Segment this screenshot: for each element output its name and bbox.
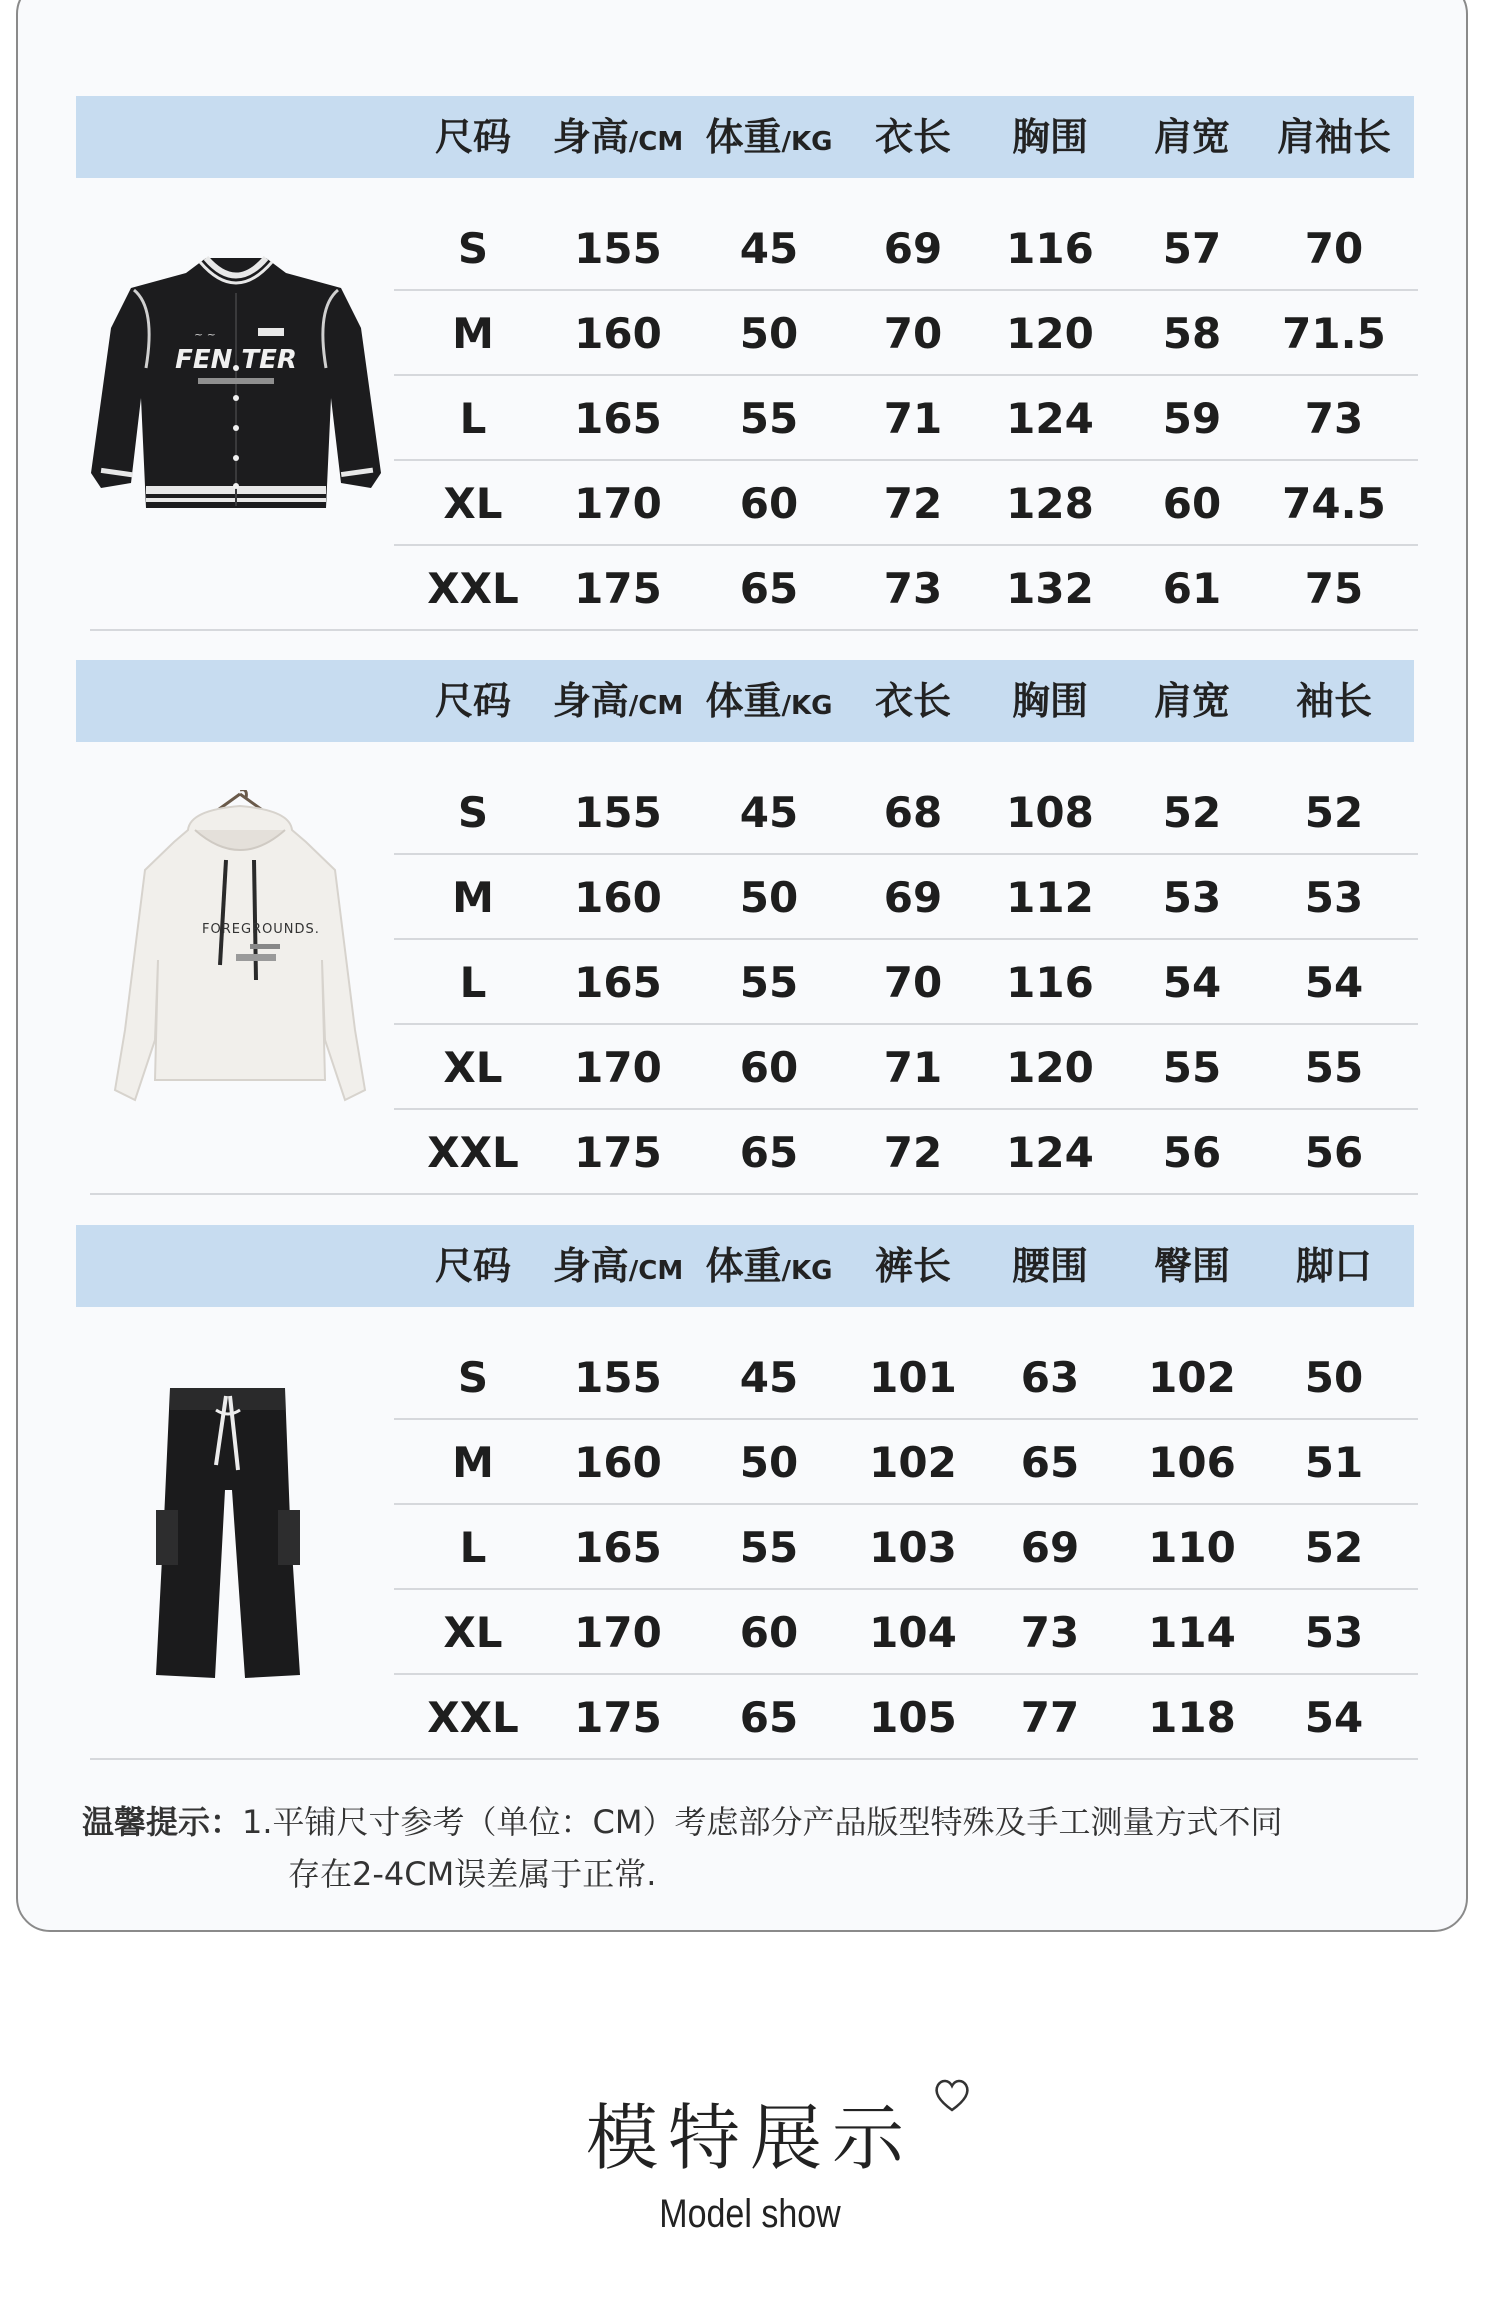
table-cell: 112: [1006, 873, 1094, 922]
column-header-label: 身高: [552, 115, 629, 159]
column-header: [553, 660, 683, 742]
column-header: [1154, 96, 1230, 178]
column-header-label: 体重: [705, 115, 782, 159]
table-cell: 54: [1304, 958, 1364, 1007]
table-cell: 60: [739, 1608, 799, 1657]
table-cell: 102: [869, 1438, 957, 1487]
table-cell: 59: [1162, 394, 1222, 443]
size-label-cell: L: [459, 394, 487, 443]
note-label: 温馨提示：: [82, 1803, 243, 1841]
table-cell: 55: [1162, 1043, 1222, 1092]
table-cell: 60: [739, 479, 799, 528]
column-header-label: 裤长: [874, 1244, 952, 1288]
table-cell: 73: [1020, 1608, 1080, 1657]
jacket-image: [86, 248, 386, 548]
table-cell: 53: [1304, 873, 1364, 922]
column-header: [706, 1225, 833, 1307]
table-cell: 60: [1162, 479, 1222, 528]
table-cell: 175: [574, 1128, 662, 1177]
table-cell: 75: [1304, 564, 1364, 613]
column-header-label: 肩袖长: [1276, 115, 1392, 159]
table-cell: 160: [574, 1438, 662, 1487]
size-label-cell: L: [459, 958, 487, 1007]
table-cell: 170: [574, 479, 662, 528]
table-cell: 50: [739, 873, 799, 922]
table-cell: 45: [739, 1353, 799, 1402]
size-label-cell: L: [459, 1523, 487, 1572]
column-header-unit: /CM: [628, 691, 684, 721]
table-cell: 73: [1304, 394, 1364, 443]
column-header: [875, 660, 951, 742]
table-cell: 52: [1304, 788, 1364, 837]
size-label-cell: M: [452, 309, 494, 358]
table-cell: 57: [1162, 224, 1222, 273]
size-label-cell: S: [457, 224, 489, 273]
column-header-label: 肩宽: [1153, 679, 1231, 723]
table-cell: 65: [739, 1128, 799, 1177]
table-cell: 72: [883, 1128, 943, 1177]
table-cell: 155: [574, 788, 662, 837]
table-cell: 58: [1162, 309, 1222, 358]
model-show-title: 模特展示: [585, 2096, 914, 2180]
table-cell: 155: [574, 1353, 662, 1402]
table-cell: 69: [1020, 1523, 1080, 1572]
table-cell: 105: [869, 1693, 957, 1742]
table-cell: 55: [739, 394, 799, 443]
column-header: [553, 1225, 683, 1307]
column-header-label: 脚口: [1295, 1244, 1373, 1288]
table-cell: 165: [574, 1523, 662, 1572]
table-cell: 50: [739, 1438, 799, 1487]
table-cell: 69: [883, 873, 943, 922]
table-cell: 170: [574, 1043, 662, 1092]
column-header-label: 胸围: [1011, 679, 1089, 723]
row-divider: [90, 1193, 1418, 1195]
table-cell: 53: [1304, 1608, 1364, 1657]
size-label-cell: XL: [443, 1043, 503, 1092]
table-cell: 69: [883, 224, 943, 273]
table-cell: 52: [1162, 788, 1222, 837]
size-label-cell: XL: [443, 1608, 503, 1657]
table-cell: 116: [1006, 224, 1094, 273]
table-cell: 51: [1304, 1438, 1364, 1487]
column-header: [706, 96, 833, 178]
size-note: [82, 1796, 1432, 1900]
table-cell: 70: [883, 958, 943, 1007]
table-cell: 65: [739, 1693, 799, 1742]
column-header-unit: /KG: [781, 127, 833, 157]
table-cell: 63: [1020, 1353, 1080, 1402]
table-cell: 68: [883, 788, 943, 837]
size-label-cell: XXL: [427, 564, 519, 613]
row-divider: [90, 629, 1418, 631]
table-cell: 108: [1006, 788, 1094, 837]
table-cell: 50: [1304, 1353, 1364, 1402]
table-cell: 101: [869, 1353, 957, 1402]
column-header: [1012, 660, 1088, 742]
table-cell: 77: [1020, 1693, 1080, 1742]
table-cell: 132: [1006, 564, 1094, 613]
table-cell: 120: [1006, 309, 1094, 358]
table-cell: 54: [1304, 1693, 1364, 1742]
column-header-label: 衣长: [874, 679, 952, 723]
column-header: [1296, 1225, 1372, 1307]
table-cell: 55: [1304, 1043, 1364, 1092]
table-cell: 106: [1148, 1438, 1236, 1487]
column-header: [875, 1225, 951, 1307]
table-cell: 175: [574, 1693, 662, 1742]
table-cell: 45: [739, 224, 799, 273]
column-header: [553, 96, 683, 178]
column-header-label: 袖长: [1295, 679, 1373, 723]
column-header-unit: /KG: [781, 1256, 833, 1286]
table-cell: 116: [1006, 958, 1094, 1007]
note-line2: 存在2-4CM误差属于正常.: [288, 1855, 657, 1893]
column-header-label: 尺码: [434, 1244, 512, 1288]
table-cell: 160: [574, 309, 662, 358]
table-cell: 160: [574, 873, 662, 922]
table-cell: 55: [739, 1523, 799, 1572]
table-cell: 124: [1006, 1128, 1094, 1177]
table-row: [0, 546, 1500, 631]
table-cell: 50: [739, 309, 799, 358]
table-cell: 70: [1304, 224, 1364, 273]
column-header-label: 衣长: [874, 115, 952, 159]
table-cell: 165: [574, 394, 662, 443]
column-header-label: 肩宽: [1153, 115, 1231, 159]
table-cell: 71: [883, 1043, 943, 1092]
column-header: [1277, 96, 1391, 178]
size-label-cell: XXL: [427, 1693, 519, 1742]
size-label-cell: M: [452, 873, 494, 922]
column-header: [706, 660, 833, 742]
size-label-cell: XXL: [427, 1128, 519, 1177]
table-cell: 65: [739, 564, 799, 613]
size-label-cell: M: [452, 1438, 494, 1487]
column-header: [435, 660, 511, 742]
table-cell: 165: [574, 958, 662, 1007]
table-cell: 120: [1006, 1043, 1094, 1092]
column-header: [1296, 660, 1372, 742]
table-cell: 103: [869, 1523, 957, 1572]
column-header-label: 尺码: [434, 115, 512, 159]
table-cell: 53: [1162, 873, 1222, 922]
table-cell: 45: [739, 788, 799, 837]
column-header-label: 身高: [552, 1244, 629, 1288]
table-cell: 73: [883, 564, 943, 613]
table-cell: 114: [1148, 1608, 1236, 1657]
table-cell: 102: [1148, 1353, 1236, 1402]
jacket-logo-text: FEN TER: [175, 345, 297, 375]
table-cell: 65: [1020, 1438, 1080, 1487]
note-line1: 1.平铺尺寸参考（单位：CM）考虑部分产品版型特殊及手工测量方式不同: [242, 1803, 1283, 1841]
column-header-label: 臀围: [1153, 1244, 1231, 1288]
column-header-label: 腰围: [1011, 1244, 1089, 1288]
svg-text:~ ~: ~ ~: [194, 328, 216, 341]
size-label-cell: S: [457, 788, 489, 837]
table-cell: 124: [1006, 394, 1094, 443]
column-header-unit: /KG: [781, 691, 833, 721]
table-cell: 54: [1162, 958, 1222, 1007]
pants-image: [150, 1370, 310, 1690]
column-header: [435, 1225, 511, 1307]
table-cell: 110: [1148, 1523, 1236, 1572]
column-header-label: 胸围: [1011, 115, 1089, 159]
size-label-cell: S: [457, 1353, 489, 1402]
table-cell: 70: [883, 309, 943, 358]
column-header: [435, 96, 511, 178]
table-cell: 155: [574, 224, 662, 273]
table-cell: 72: [883, 479, 943, 528]
table-cell: 52: [1304, 1523, 1364, 1572]
table-cell: 170: [574, 1608, 662, 1657]
column-header-label: 尺码: [434, 679, 512, 723]
table-cell: 104: [869, 1608, 957, 1657]
table-cell: 71.5: [1282, 309, 1386, 358]
column-header-label: 体重: [705, 679, 782, 723]
table-cell: 175: [574, 564, 662, 613]
table-cell: 60: [739, 1043, 799, 1092]
table-cell: 128: [1006, 479, 1094, 528]
model-show-subtitle: Model show: [659, 2192, 841, 2236]
column-header: [875, 96, 951, 178]
heart-icon: [930, 2074, 974, 2118]
table-cell: 56: [1304, 1128, 1364, 1177]
hoodie-image: [110, 790, 370, 1130]
size-label-cell: XL: [443, 479, 503, 528]
column-header: [1012, 96, 1088, 178]
column-header: [1012, 1225, 1088, 1307]
row-divider: [90, 1758, 1418, 1760]
table-cell: 118: [1148, 1693, 1236, 1742]
table-cell: 61: [1162, 564, 1222, 613]
column-header-unit: /CM: [628, 1256, 684, 1286]
table-cell: 74.5: [1282, 479, 1386, 528]
table-cell: 71: [883, 394, 943, 443]
table-cell: 56: [1162, 1128, 1222, 1177]
table-cell: 55: [739, 958, 799, 1007]
column-header-label: 身高: [552, 679, 629, 723]
column-header-unit: /CM: [628, 127, 684, 157]
column-header: [1154, 660, 1230, 742]
column-header: [1154, 1225, 1230, 1307]
column-header-label: 体重: [705, 1244, 782, 1288]
hoodie-logo-text: FOREGROUNDS.: [202, 922, 320, 937]
